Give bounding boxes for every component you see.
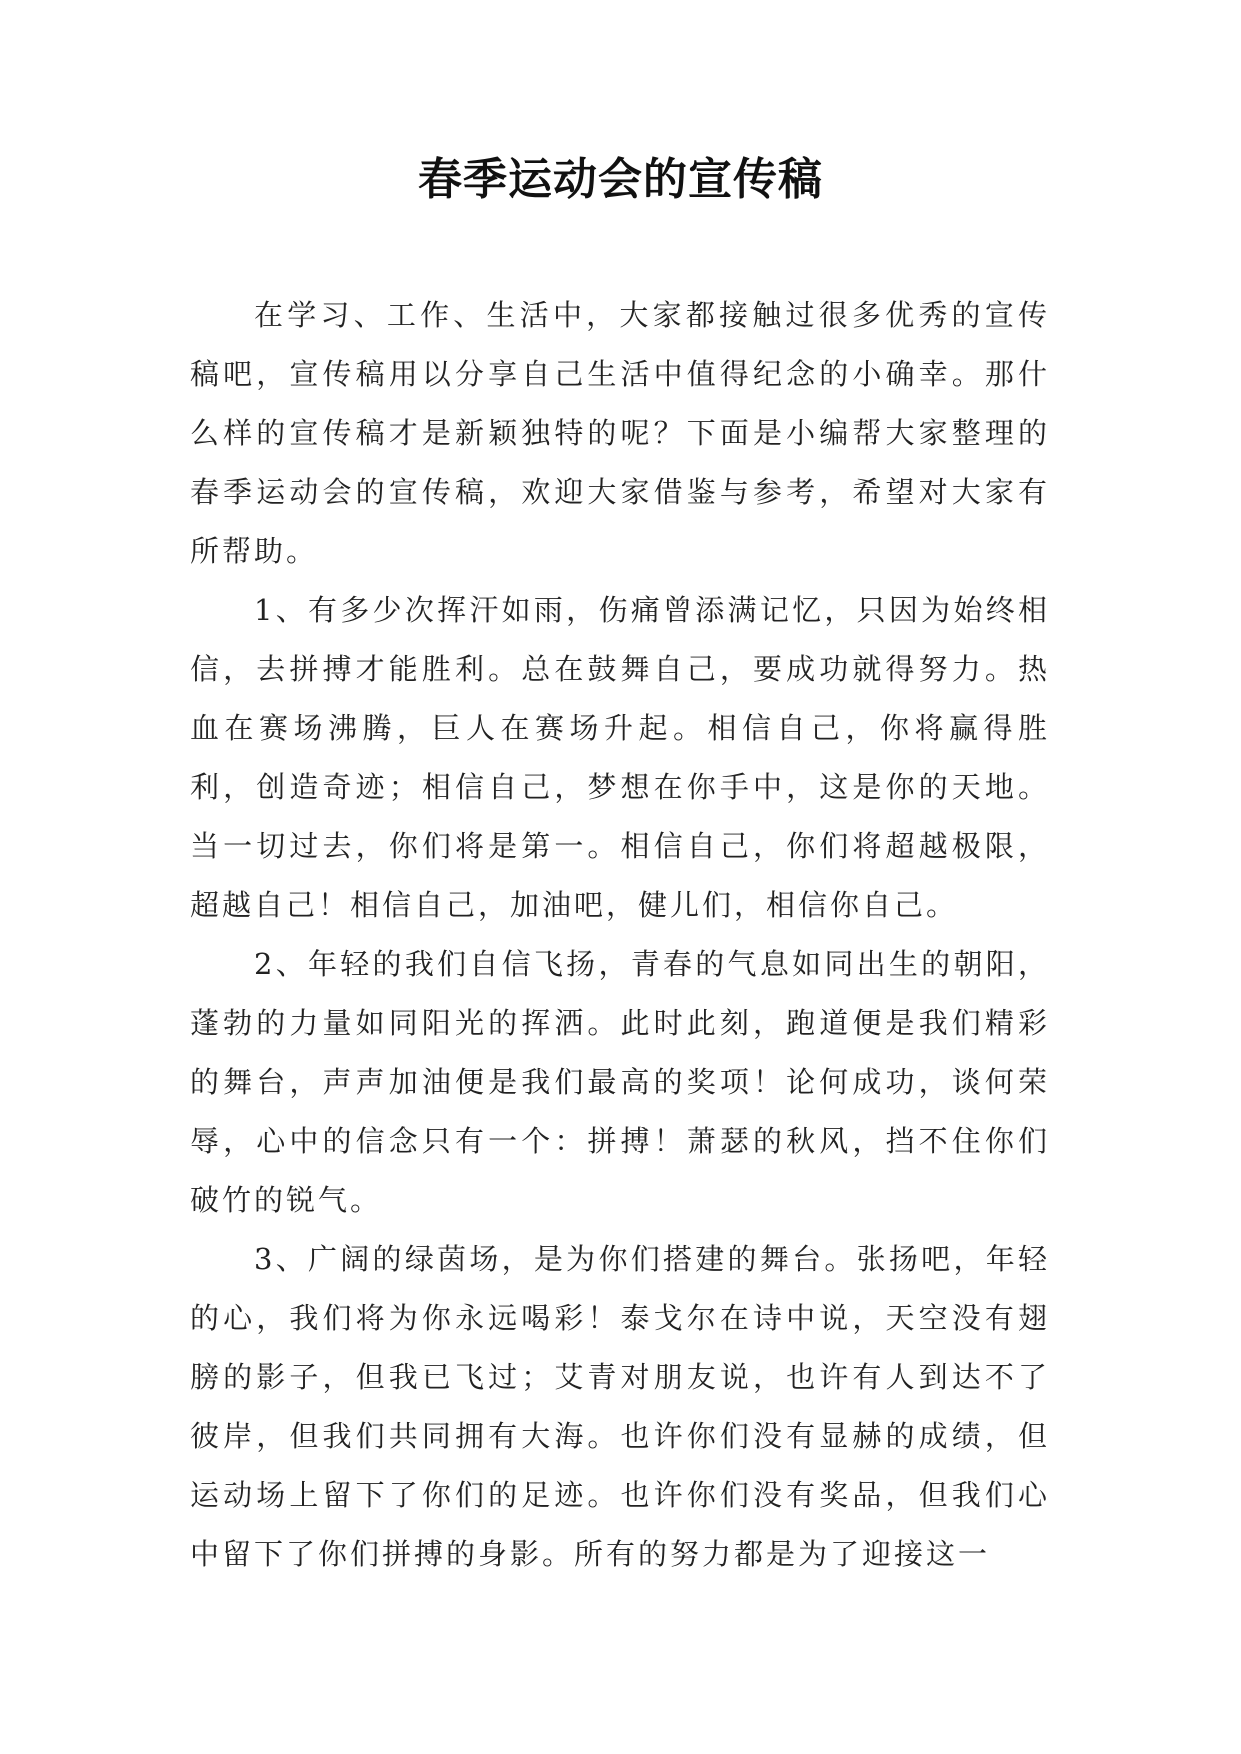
intro-paragraph: 在学习、工作、生活中，大家都接触过很多优秀的宣传稿吧，宣传稿用以分享自己生活中值得纪念的小确幸。那什么样的宣传稿才是新颖独特的呢？下面是小编帮大家整理的春季运动会的宣传稿，欢迎大家借鉴与参考，希望对大家有所帮助。 <box>190 298 1050 568</box>
paragraph-2: 2、年轻的我们自信飞扬，青春的气息如同出生的朝阳，蓬勃的力量如同阳光的挥洒。此时此刻，跑道便是我们精彩的舞台，声声加油便是我们最高的奖项！论何成功，谈何荣辱，心中的信念只有一个：拼搏！萧瑟的秋风，挡不住你们破竹的锐气。 <box>190 947 1050 1217</box>
document-body <box>190 286 1050 1584</box>
document-title: 春季运动会的宣传稿 <box>418 154 823 205</box>
paragraph-1: 1、有多少次挥汗如雨，伤痛曾添满记忆，只因为始终相信，去拼搏才能胜利。总在鼓舞自己，要成功就得努力。热血在赛场沸腾，巨人在赛场升起。相信自己，你将赢得胜利，创造奇迹；相信自己，梦想在你手中，这是你的天地。当一切过去，你们将是第一。相信自己，你们将超越极限，超越自己！相信自己，加油吧，健儿们，相信你自己。 <box>190 593 1050 922</box>
paragraph-3: 3、广阔的绿茵场，是为你们搭建的舞台。张扬吧，年轻的心，我们将为你永远喝彩！泰戈尔在诗中说，天空没有翅膀的影子，但我已飞过；艾青对朋友说，也许有人到达不了彼岸，但我们共同拥有大海。也许你们没有显赫的成绩，但运动场上留下了你们的足迹。也许你们没有奖品，但我们心中留下了你们拼搏的身影。所有的努力都是为了迎接这一 <box>190 1242 1050 1571</box>
